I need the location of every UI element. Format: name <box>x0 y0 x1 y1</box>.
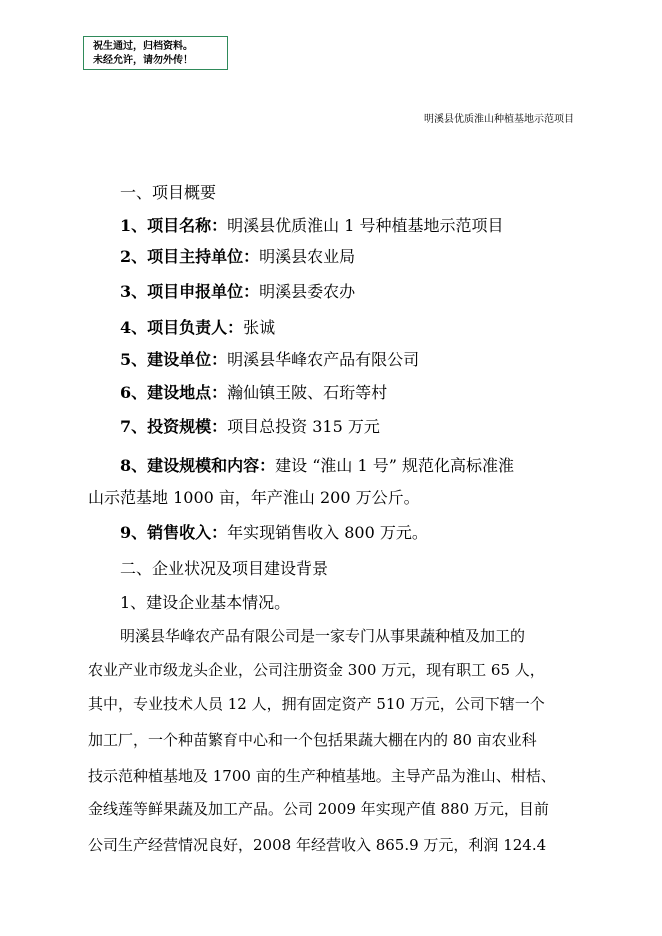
section-2-title: 二、企业状况及项目建设背景 <box>120 559 329 578</box>
item-num: 3、 <box>120 282 148 301</box>
item-value: 项目总投资 315 万元 <box>227 417 380 436</box>
page-header: 明溪县优质淮山种植基地示范项目 <box>424 114 574 125</box>
item-value: 瀚仙镇王陂、石珩等村 <box>227 383 388 402</box>
paragraph-line: 农业产业市级龙头企业，公司注册资金 300 万元，现有职工 65 人， <box>88 661 545 679</box>
item-num: 2、 <box>120 247 148 266</box>
item-label: 销售收入： <box>147 523 228 542</box>
item-num: 5、 <box>120 350 148 369</box>
item-value: 张诚 <box>243 318 276 337</box>
paragraph-line: 其中，专业技术人员 12 人，拥有固定资产 510 万元，公司下辖一个 <box>88 695 545 713</box>
item-6 <box>120 380 387 403</box>
section-1-title: 一、项目概要 <box>120 183 217 202</box>
section-2-subtitle: 1、建设企业基本情况。 <box>120 593 291 612</box>
item-label: 建设单位： <box>147 350 228 369</box>
item-label: 建设规模和内容： <box>147 456 276 475</box>
item-value: 建设 “淮山 1 号” 规范化高标准淮 <box>275 456 515 475</box>
item-value: 年实现销售收入 800 万元。 <box>227 523 428 542</box>
item-num: 8、 <box>120 456 148 475</box>
item-num: 6、 <box>120 383 148 402</box>
item-7 <box>120 414 380 437</box>
item-num: 1、 <box>120 216 148 235</box>
item-num: 7、 <box>120 417 148 436</box>
item-4 <box>120 315 275 338</box>
item-5 <box>120 347 419 370</box>
item-8 <box>120 453 514 476</box>
item-label: 建设地点： <box>147 383 228 402</box>
paragraph-line: 加工厂，一个种苗繁育中心和一个包括果蔬大棚在内的 80 亩农业科 <box>88 731 537 749</box>
item-label: 项目名称： <box>147 216 228 235</box>
paragraph-line: 金线莲等鲜果蔬及加工产品。公司 2009 年实现产值 880 万元，目前 <box>88 800 549 818</box>
item-3 <box>120 279 355 302</box>
item-value: 明溪县农业局 <box>259 247 356 266</box>
paragraph-line: 技示范种植基地及 1700 亩的生产种植基地。主导产品为淮山、柑桔、 <box>88 767 556 785</box>
item-9 <box>120 520 428 543</box>
item-2 <box>120 244 355 267</box>
stamp-line-1: 祝生通过，归档资料。 <box>93 41 193 52</box>
item-value: 明溪县委农办 <box>259 282 356 301</box>
paragraph-line: 明溪县华峰农产品有限公司是一家专门从事果蔬种植及加工的 <box>120 627 526 645</box>
item-label: 投资规模： <box>147 417 228 436</box>
item-num: 4、 <box>120 318 148 337</box>
paragraph-line: 公司生产经营情况良好，2008 年经营收入 865.9 万元，利润 124.4 <box>88 836 547 854</box>
item-value: 明溪县华峰农产品有限公司 <box>227 350 420 369</box>
item-label: 项目申报单位： <box>147 282 260 301</box>
item-1 <box>120 213 504 236</box>
item-label: 项目主持单位： <box>147 247 260 266</box>
item-value: 明溪县优质淮山 1 号种植基地示范项目 <box>227 216 504 235</box>
confidential-stamp <box>83 36 228 70</box>
item-label: 项目负责人： <box>147 318 244 337</box>
item-8-continuation: 山示范基地 1000 亩，年产淮山 200 万公斤。 <box>88 488 420 507</box>
item-num: 9、 <box>120 523 148 542</box>
stamp-line-2: 未经允许，请勿外传！ <box>93 55 193 66</box>
